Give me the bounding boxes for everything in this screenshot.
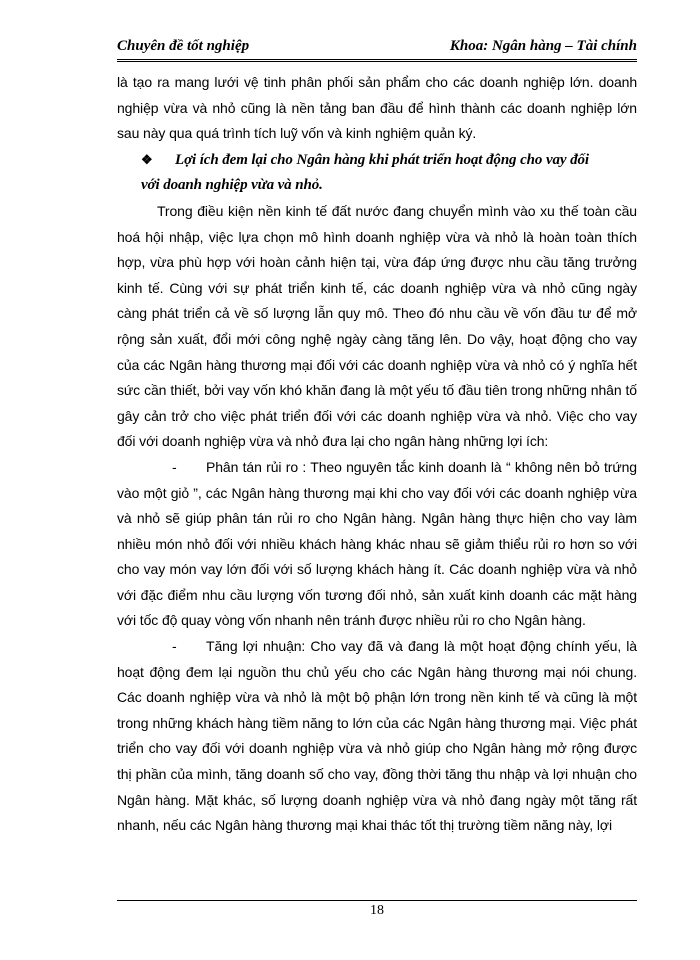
- page-number: 18: [370, 903, 384, 918]
- list-item-text: Tăng lợi nhuận: Cho vay đã và đang là một hoạt động chính yếu, là hoạt động đem lại nguồn thu chủ yếu cho các Ngân hàng thương mại nói chung. Các doanh nghiệp vừa và nhỏ là một bộ phận lớn trong nền kinh tế và cũng là một trong những khách hàng tiềm năng to lớn của các Ngân hàng thương mại. Việc phát triển cho vay đối với doanh nghiệp vừa và nhỏ giúp cho Ngân hàng mở rộng được thị phần của mình, tăng doanh số cho vay, đồng thời tăng thu nhập và lợi nhuận cho Ngân hàng. Mặt khác, số lượng doanh nghiệp vừa và nhỏ đang ngày một tăng rất nhanh, nếu các Ngân hàng thương mại khai thác tốt thị trường tiềm năng này, lợi: [117, 638, 637, 834]
- dash-marker: -: [172, 458, 177, 475]
- list-item-profit-increase: [117, 634, 637, 839]
- section-heading: [117, 147, 637, 199]
- diamond-bullet-icon: ❖: [141, 151, 153, 167]
- page-body: [117, 70, 637, 839]
- intro-paragraph: là tạo ra mang lưới vệ tinh phân phối sản phẩm cho các doanh nghiệp lớn. doanh nghiệp vừa và nhỏ cũng là nền tảng ban đầu để hình thành các doanh nghiệp lớn sau này qua quá trình tích luỹ vốn và kinh nghiệm quản ký.: [117, 74, 637, 142]
- header-divider: [117, 59, 637, 62]
- heading-line-2: với doanh nghiệp vừa và nhỏ.: [141, 177, 323, 194]
- body-paragraph: Trong điều kiện nền kinh tế đất nước đang chuyển mình vào xu thế toàn cầu hoá hội nhập, việc lựa chọn mô hình doanh nghiệp vừa và nhỏ là hoàn toàn thích hợp, vừa phù hợp với hoàn cảnh hiện tại, vừa đáp ứng được nhu cầu tăng trưởng kinh tế. Cùng với sự phát triển kinh tế, các doanh nghiệp vừa và nhỏ cũng ngày càng phát triển cả về số lượng lẫn quy mô. Theo đó nhu cầu về vốn đầu tư để mở rộng sản xuất, đổi mới công nghệ ngày càng tăng lên. Do vậy, hoạt động cho vay của các Ngân hàng thương mại đối với các doanh nghiệp vừa và nhỏ có ý nghĩa hết sức cần thiết, bởi vay vốn khó khăn đang là một yếu tố đầu tiên trong những nhân tố gây cản trở cho việc phát triển đối với các doanh nghiệp vừa và nhỏ. Việc cho vay đối với doanh nghiệp vừa và nhỏ đưa lại cho ngân hàng những lợi ích:: [117, 202, 637, 450]
- footer-divider: [117, 900, 637, 901]
- header-left-title: Chuyên đề tốt nghiệp: [117, 38, 250, 54]
- header-right-department: Khoa: Ngân hàng – Tài chính: [449, 38, 637, 54]
- dash-marker: -: [172, 638, 177, 655]
- heading-line-1: Lợi ích đem lại cho Ngân hàng khi phát triển hoạt động cho vay đối: [175, 151, 589, 168]
- list-item-text: Phân tán rủi ro : Theo nguyên tắc kinh doanh là “ không nên bỏ trứng vào một giỏ ”, các Ngân hàng thương mại khi cho vay đối với các doanh nghiệp vừa và nhỏ sẽ giúp phân tán rủi ro cho Ngân hàng. Ngân hàng thực hiện cho vay làm nhiều món nhỏ đối với nhiều khách hàng khác nhau sẽ giảm thiểu rủi ro hơn so với cho vay món vay lớn đối với số lượng khách hàng ít. Các doanh nghiệp vừa và nhỏ với đặc điểm nhu cầu lượng vốn tương đối nhỏ, sản xuất kinh doanh các mặt hàng với tốc độ quay vòng vốn nhanh nên tránh được nhiều rủi ro cho Ngân hàng.: [117, 458, 637, 629]
- page-header: [117, 38, 637, 60]
- list-item-risk-diversification: [117, 455, 637, 634]
